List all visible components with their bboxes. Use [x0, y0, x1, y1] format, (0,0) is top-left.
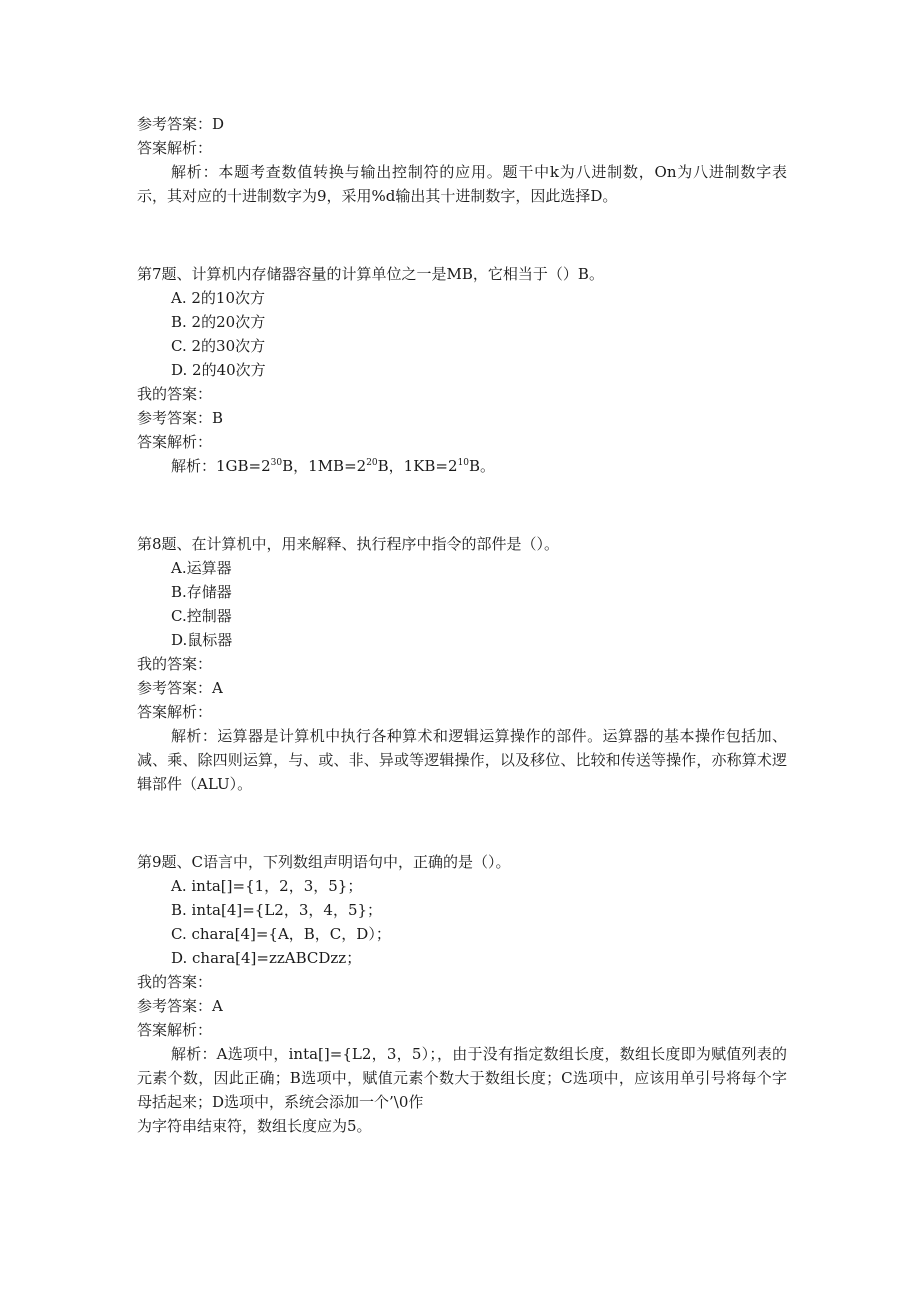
q7-title: 第7题、计算机内存储器容量的计算单位之一是MB，它相当于（）B。 [137, 265, 604, 283]
q9-analysis-text: 解析：A选项中，inta[]={L2，3，5）；，由于没有指定数组长度，数组长度即为赋值列表的元素个数，因此正确；B选项中，赋值元素个数大于数组长度；C选项中，应该用单引号将每个字母括起来；D选项中，系统会添加一个’\0作 [137, 1045, 787, 1111]
q7-exp-2: 20 [366, 458, 378, 468]
q7-option-d: D. 2的40次方 [171, 361, 266, 379]
q8-analysis-label: 答案解析： [137, 703, 213, 721]
q7-analysis-label: 答案解析： [137, 433, 213, 451]
spacer [137, 478, 787, 532]
q9-option-d: D. chara[4]=zzABCDzz； [171, 949, 362, 967]
q8-ref-answer: 参考答案：A [137, 679, 223, 697]
q9-option-a: A. inta[]={1，2，3，5}； [171, 877, 363, 895]
q8-option-a: A.运算器 [171, 559, 232, 577]
q7-analysis-prefix: 解析：1GB=2 [171, 457, 271, 475]
document-page [137, 112, 787, 1138]
q7-analysis-mid-1: B，1MB=2 [282, 457, 367, 475]
q6-analysis-label: 答案解析： [137, 139, 213, 157]
q7-exp-1: 30 [270, 458, 283, 468]
q9-analysis-label: 答案解析： [137, 1021, 213, 1039]
spacer [137, 796, 787, 850]
q7-analysis-suffix: B。 [469, 457, 496, 475]
q9-option-b: B. inta[4]={L2，3，4，5}； [171, 901, 383, 919]
q7-my-answer: 我的答案： [137, 385, 213, 403]
q8-option-c: C.控制器 [171, 607, 232, 625]
q7-ref-answer: 参考答案：B [137, 409, 224, 427]
q8-title: 第8题、在计算机中，用来解释、执行程序中指令的部件是（）。 [137, 535, 560, 553]
q6-analysis-text: 解析：本题考查数值转换与输出控制符的应用。题干中k为八进制数，On为八进制数字表示，其对应的十进制数字为9，采用%d输出其十进制数字，因此选择D。 [137, 163, 787, 205]
q7-analysis-mid-2: B，1KB=2 [377, 457, 458, 475]
q9-title: 第9题、C语言中，下列数组声明语句中，正确的是（）。 [137, 853, 511, 871]
q7-option-c: C. 2的30次方 [171, 337, 266, 355]
q6-ref-answer: 参考答案：D [137, 115, 225, 133]
q8-my-answer: 我的答案： [137, 655, 213, 673]
q8-option-b: B.存储器 [171, 583, 232, 601]
q7-option-b: B. 2的20次方 [171, 313, 266, 331]
q8-option-d: D.鼠标器 [171, 631, 233, 649]
q7-exp-3: 10 [457, 458, 470, 468]
q8-analysis-text: 解析：运算器是计算机中执行各种算术和逻辑运算操作的部件。运算器的基本操作包括加、减、乘、除四则运算，与、或、非、异或等逻辑操作，以及移位、比较和传送等操作，亦称算术逻辑部件（ALU）。 [137, 727, 787, 793]
q9-my-answer: 我的答案： [137, 973, 213, 991]
q7-option-a: A. 2的10次方 [171, 289, 265, 307]
q7-analysis-text [137, 454, 787, 478]
q9-option-c: C. chara[4]={A，B，C，D）； [171, 925, 391, 943]
spacer [137, 208, 787, 262]
q9-ref-answer: 参考答案：A [137, 997, 223, 1015]
q9-analysis-tail: 为字符串结束符，数组长度应为5。 [137, 1117, 372, 1135]
